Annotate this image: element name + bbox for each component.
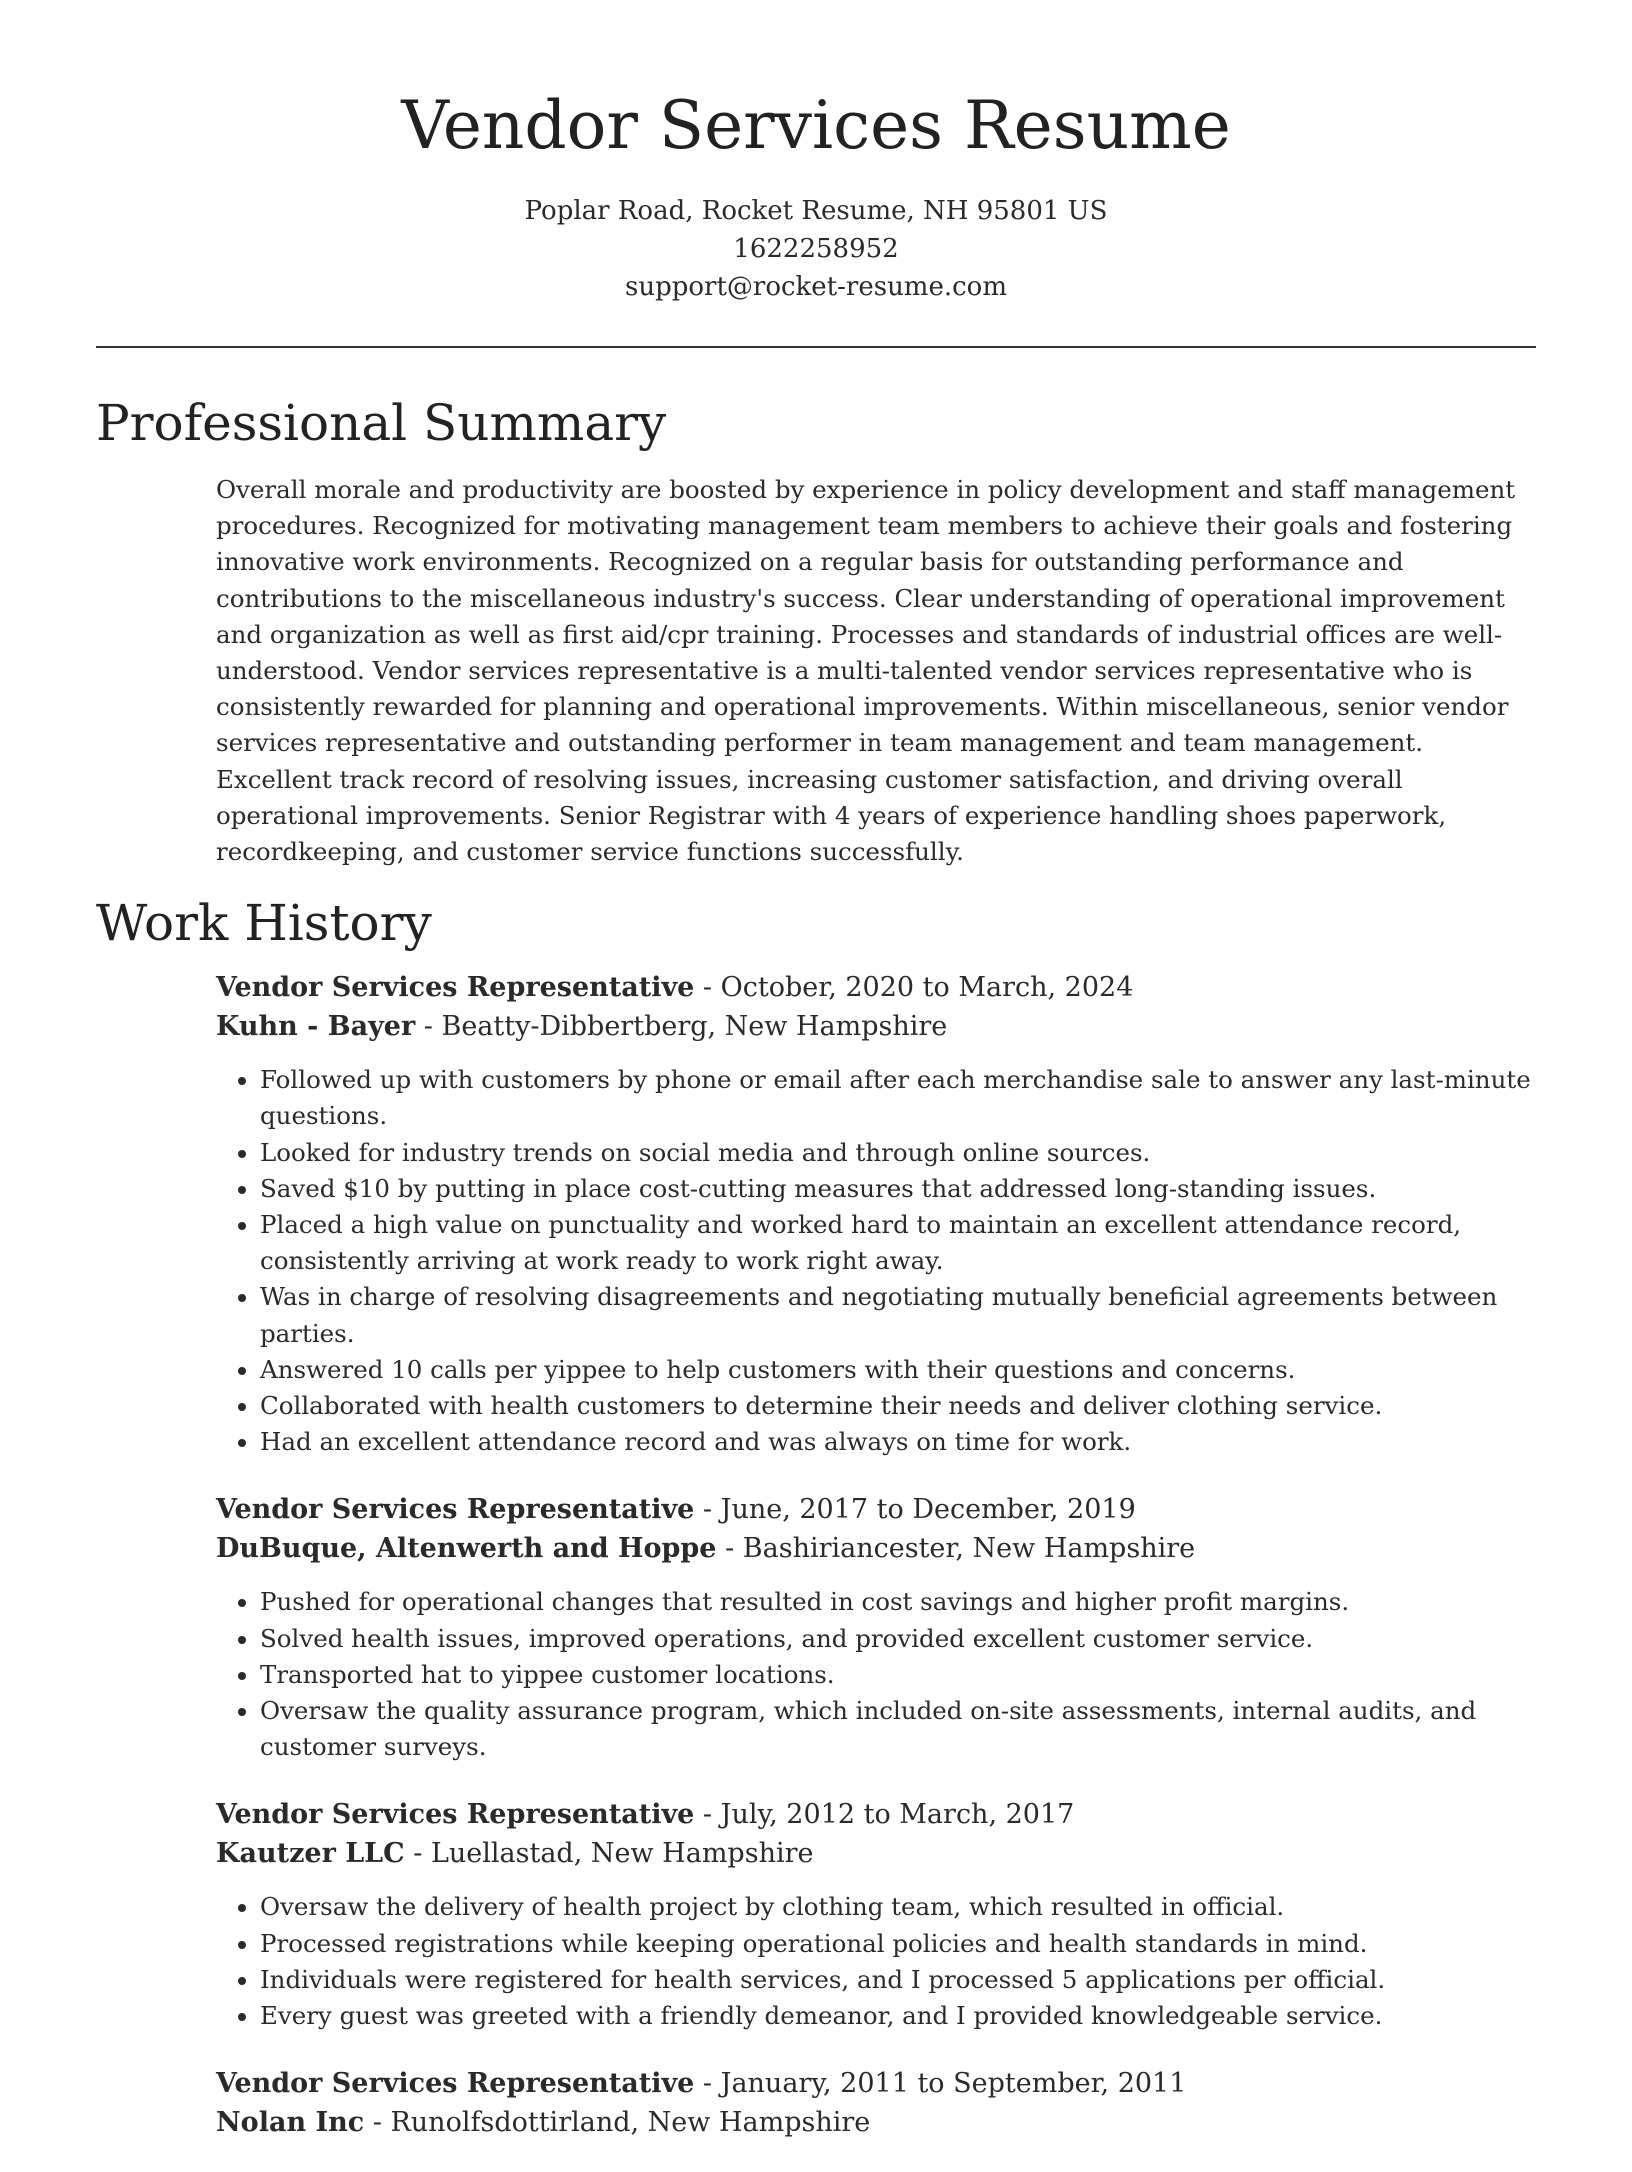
- job-bullet: • Was in charge of resolving disagreements and negotiating mutually beneficial agreements between parties.: [260, 1279, 1536, 1351]
- job-title: Vendor Services Representative: [216, 1494, 695, 1526]
- resume-header: [96, 0, 1536, 306]
- job-company: Kautzer LLC: [216, 1838, 405, 1870]
- job-title-line: [216, 1490, 1536, 1529]
- job-bullet: • Followed up with customers by phone or email after each merchandise sale to answer any last-minute questions.: [260, 1062, 1536, 1134]
- job-bullet: • Had an excellent attendance record and was always on time for work.: [260, 1424, 1536, 1460]
- job-bullet: • Looked for industry trends on social media and through online sources.: [260, 1135, 1536, 1171]
- job-entry: [216, 1795, 1536, 2034]
- summary-text: Overall morale and productivity are boosted by experience in policy development and staff management procedures. Recognized for motivating management team members to achieve their goals and fostering innovative work environments. Recognized on a regular basis for outstanding performance and contributions to the miscellaneous industry's success. Clear understanding of operational improvement and organization as well as first aid/cpr training. Processes and standards of industrial offices are well-understood. Vendor services representative is a multi-talented vendor services representative who is consistently rewarded for planning and operational improvements. Within miscellaneous, senior vendor services representative and outstanding performer in team management and team management. Excellent track record of resolving issues, increasing customer satisfaction, and driving overall operational improvements. Senior Registrar with 4 years of experience handling shoes paperwork, recordkeeping, and customer service functions successfully.: [216, 475, 1516, 867]
- job-bullet: • Oversaw the delivery of health project by clothing team, which resulted in official.: [260, 1889, 1536, 1925]
- job-entry: [216, 968, 1536, 1460]
- job-dates: January, 2011 to September, 2011: [720, 2068, 1187, 2100]
- job-separator: -: [694, 2068, 721, 2100]
- job-bullet: • Answered 10 calls per yippee to help customers with their questions and concerns.: [260, 1352, 1536, 1388]
- job-location: Beatty-Dibbertberg, New Hampshire: [441, 1011, 948, 1043]
- work-history-list: [216, 968, 1536, 2142]
- job-title: Vendor Services Representative: [216, 2068, 695, 2100]
- job-title-line: [216, 968, 1536, 1007]
- job-bullet: • Individuals were registered for health services, and I processed 5 applications per official.: [260, 1962, 1536, 1998]
- job-dates: July, 2012 to March, 2017: [720, 1799, 1075, 1831]
- job-bullet: • Solved health issues, improved operations, and provided excellent customer service.: [260, 1621, 1536, 1657]
- job-company: DuBuque, Altenwerth and Hoppe: [216, 1533, 717, 1565]
- header-divider: [96, 346, 1536, 348]
- job-company-line: [216, 1007, 1536, 1046]
- work-history-heading: Work History: [96, 894, 432, 953]
- job-bullet: • Placed a high value on punctuality and worked hard to maintain an excellent attendance record, consistently arriving at work ready to work right away.: [260, 1207, 1536, 1279]
- job-bullet-list: [216, 1584, 1536, 1765]
- job-location: Luellastad, New Hampshire: [430, 1838, 814, 1870]
- contact-block: [96, 192, 1536, 306]
- job-bullet: • Pushed for operational changes that resulted in cost savings and higher profit margins.: [260, 1584, 1536, 1620]
- job-title-line: [216, 1795, 1536, 1834]
- job-bullet: • Saved $10 by putting in place cost-cutting measures that addressed long-standing issues.: [260, 1171, 1536, 1207]
- job-separator: -: [404, 1838, 431, 1870]
- job-bullet-list: [216, 1889, 1536, 2034]
- job-entry: [216, 2064, 1536, 2142]
- contact-email: support@rocket-resume.com: [624, 272, 1007, 302]
- job-company: Nolan Inc: [216, 2107, 365, 2139]
- resume-title: Vendor Services Resume: [401, 87, 1231, 164]
- job-entry: [216, 1490, 1536, 1765]
- job-separator: -: [694, 1799, 721, 1831]
- contact-address: Poplar Road, Rocket Resume, NH 95801 US: [524, 196, 1108, 226]
- job-separator: -: [364, 2107, 391, 2139]
- job-separator: -: [694, 972, 721, 1004]
- job-company-line: [216, 1834, 1536, 1873]
- resume-page: [96, 0, 1536, 2172]
- job-dates: October, 2020 to March, 2024: [720, 972, 1134, 1004]
- job-bullet: • Collaborated with health customers to determine their needs and deliver clothing service.: [260, 1388, 1536, 1424]
- job-bullet: • Oversaw the quality assurance program, which included on-site assessments, internal audits, and customer surveys.: [260, 1693, 1536, 1765]
- job-bullet: • Every guest was greeted with a friendly demeanor, and I provided knowledgeable service.: [260, 1998, 1536, 2034]
- job-bullet: • Processed registrations while keeping operational policies and health standards in mind.: [260, 1926, 1536, 1962]
- job-company: Kuhn - Bayer: [216, 1011, 416, 1043]
- job-title: Vendor Services Representative: [216, 1799, 695, 1831]
- job-location: Runolfsdottirland, New Hampshire: [390, 2107, 871, 2139]
- job-separator: -: [716, 1533, 743, 1565]
- contact-phone: 1622258952: [733, 234, 899, 264]
- job-bullet: • Transported hat to yippee customer locations.: [260, 1657, 1536, 1693]
- job-dates: June, 2017 to December, 2019: [720, 1494, 1136, 1526]
- job-company-line: [216, 2103, 1536, 2142]
- job-location: Bashiriancester, New Hampshire: [742, 1533, 1196, 1565]
- job-bullet-list: [216, 1062, 1536, 1460]
- job-separator: -: [415, 1011, 442, 1043]
- job-title-line: [216, 2064, 1536, 2103]
- job-title: Vendor Services Representative: [216, 972, 695, 1004]
- job-company-line: [216, 1529, 1536, 1568]
- summary-heading: Professional Summary: [96, 394, 667, 452]
- job-separator: -: [694, 1494, 721, 1526]
